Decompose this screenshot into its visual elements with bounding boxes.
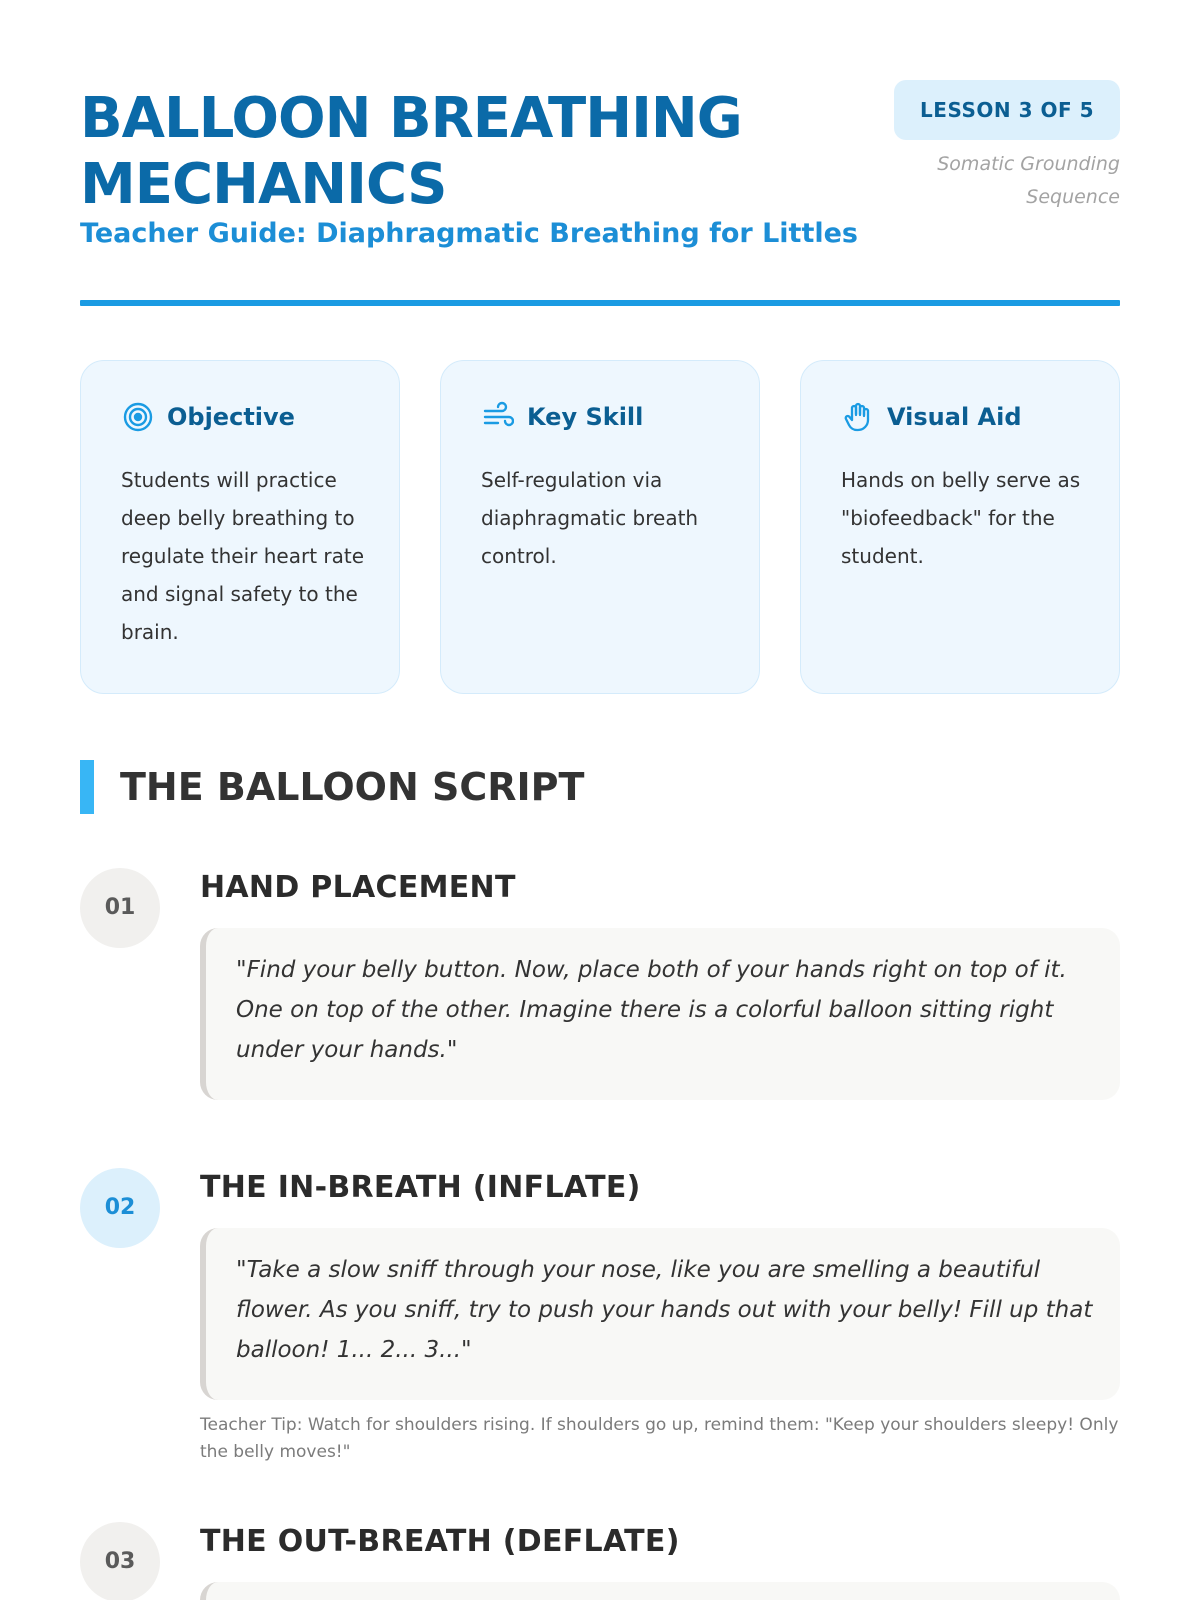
step-title: THE IN-BREATH (INFLATE) [200, 1170, 641, 1205]
card-key-skill [440, 360, 760, 694]
step-script-quote: "Take a slow sniff through your nose, like you are smelling a beautiful flower. As you sniff, try to push your hands out with your belly! Fill up that balloon! 1... 2... 3..." [200, 1228, 1120, 1400]
section-accent-bar [80, 760, 94, 814]
header-divider [80, 300, 1120, 306]
wind-icon [481, 400, 515, 434]
step-number: 03 [80, 1522, 160, 1600]
step-title: THE OUT-BREATH (DEFLATE) [200, 1524, 680, 1559]
page-title: BALLOON BREATHING MECHANICS [80, 86, 742, 217]
step-number: 02 [80, 1168, 160, 1248]
step-script-quote: "Find your belly button. Now, place both of your hands right on top of it. One on top of the other. Imagine there is a colorful balloon sitting right under your hands." [200, 928, 1120, 1100]
series-label: Somatic Grounding Sequence [937, 153, 1120, 208]
page-subtitle: Teacher Guide: Diaphragmatic Breathing for Littles [80, 218, 858, 249]
card-title: Visual Aid [887, 403, 1022, 431]
target-icon [121, 400, 155, 434]
lesson-badge: LESSON 3 OF 5 [894, 80, 1120, 140]
card-objective [80, 360, 400, 694]
card-title: Key Skill [527, 403, 644, 431]
card-body: Students will practice deep belly breathing to regulate their heart rate and signal safety to the brain. [121, 468, 365, 644]
step-script-quote [200, 1582, 1120, 1600]
step-number: 01 [80, 868, 160, 948]
section-title: THE BALLOON SCRIPT [120, 765, 585, 809]
teacher-tip: Teacher Tip: Watch for shoulders rising. If shoulders go up, remind them: "Keep your shoulders sleepy! Only the belly moves!" [200, 1415, 1119, 1462]
card-body: Self-regulation via diaphragmatic breath control. [481, 468, 699, 568]
card-title: Objective [167, 403, 295, 431]
info-cards [80, 360, 1120, 694]
hand-icon [841, 400, 875, 434]
card-body: Hands on belly serve as "biofeedback" for the student. [841, 468, 1081, 568]
page-header [80, 80, 1120, 260]
card-visual-aid [800, 360, 1120, 694]
step-title: HAND PLACEMENT [200, 870, 516, 905]
